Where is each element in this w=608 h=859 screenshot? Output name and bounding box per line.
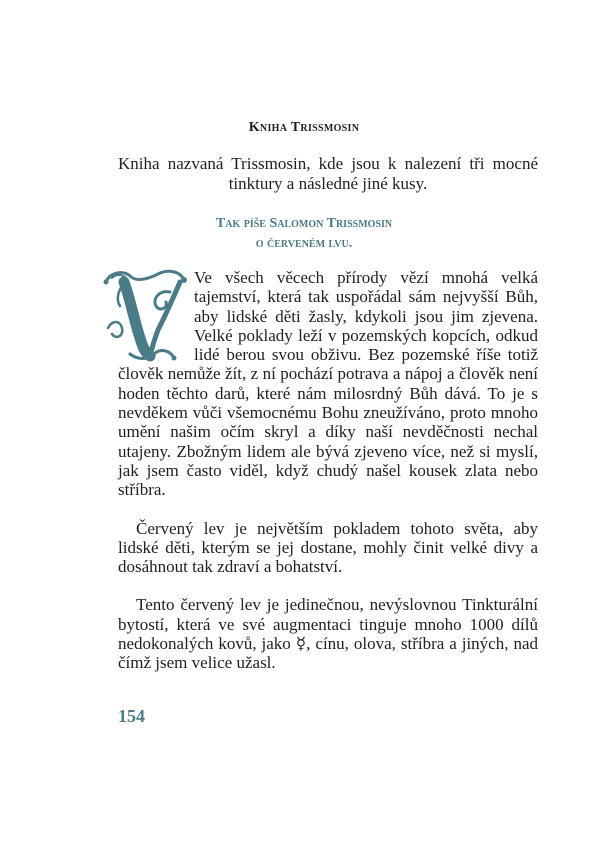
page-number: 154 bbox=[118, 706, 145, 726]
paragraph-2: Červený lev je největším pokladem tohoto světa, aby lidské děti, kterým se jej dostane, mohly činit velké divy a dosáhnout tak zdraví a bohatství. bbox=[118, 518, 538, 577]
subtitle-line-2: o červeném lvu. bbox=[255, 236, 353, 251]
chapter-body bbox=[118, 268, 538, 673]
intro-text: Kniha nazvaná Trissmosin, kde jsou k nalezení tři mocné tinktury a následné jiné kusy. bbox=[118, 154, 538, 193]
chapter-subtitle bbox=[0, 214, 608, 254]
book-title: Kniha Trissmosin bbox=[248, 120, 360, 135]
paragraph-1-text: Ve všech věcech přírody vězí mnohá velká tajemství, která tak uspořádal sám nejvyšší Bůh, aby lidské děti žasly, kdykoli jsou jim zjevena. Velké poklady leží v pozemských kopcích, odkud lidé berou svou obživu. Bez pozemské říše totiž člověk nemůže žít, z ní pochází potrava a nápoj a člověk není hoden těchto darů, které nám milosrdný Bůh dává. To je s nevděkem vůči všemocnému Bohu zneužíváno, proto mnoho umění našim očím skryl a díky naší nevděčnosti nechal utajeny. Zbožným lidem ale bývá zjeveno více, než si myslí, jak jsem často viděl, když chudý našel kousek zlata nebo stříbra. bbox=[118, 268, 538, 500]
subtitle-line-1: Tak píše Salomon Trissmosin bbox=[215, 216, 393, 231]
paragraph-3: Tento červený lev je jedinečnou, nevýslovnou Tinkturální bytostí, která ve své augmentaci tinguje mnoho 1000 dílů nedokonalých kovů, jako ☿, cínu, olova, stříbra a jiných, nad čímž jsem velice užasl. bbox=[118, 595, 538, 673]
drop-cap-v-icon bbox=[100, 268, 190, 362]
paragraph-1 bbox=[118, 268, 538, 500]
